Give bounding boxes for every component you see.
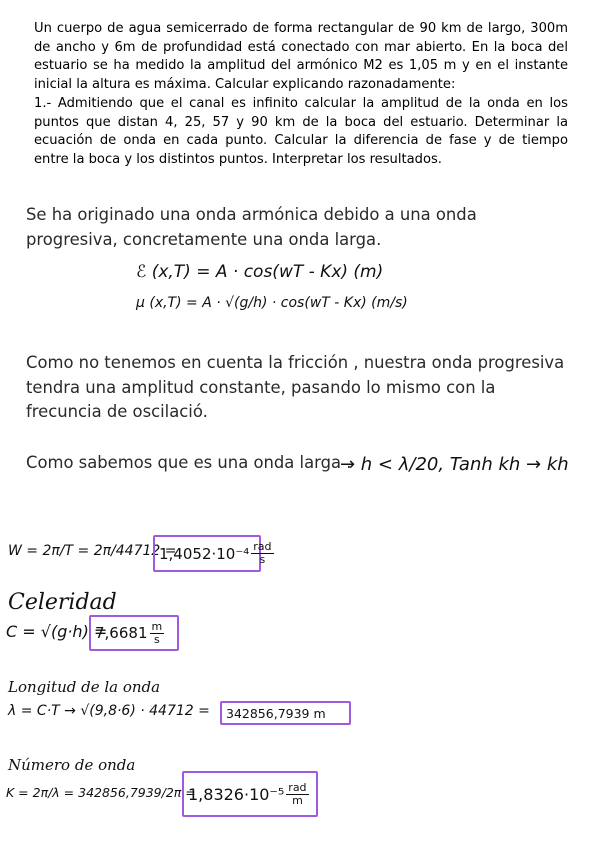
celerity-unit-num: m [151,619,163,633]
omega-result: 1,4052·10⁻⁴ [159,544,250,563]
problem-intro: Un cuerpo de agua semicerrado de forma rectangular de 90 km de largo, 300m de ancho y 6m de profundidad está conectado con mar abierto. En la boca del estuario se ha medido la amplitud del armónico M2 es 1,05 m y en el instante inicial la altura es máxima. Calcular explicando razonadamente: [34,21,568,92]
wavenumber-unit [286,782,308,807]
explanation-paragraph-1: Se ha originado una onda armónica debido a una onda progresiva, concretamente una onda larga. [26,205,477,249]
omega-unit-num: rad [253,540,272,553]
equation-velocity: μ (x,T) = A · √(g/h) · cos(wT - Kx) (m/s) [136,295,408,311]
problem-question: 1.- Admitiendo que el canal es infinito calcular la amplitud de la onda en los puntos que distan 4, 25, 57 y 90 km de la boca del estuario. Determinar la ecuación de onda en cada punto. Calcular la diferencia de fase y de tiempo entre la boca y los distintos puntos. Interpretar los resultados. [34,96,568,167]
celerity-unit-den: s [153,632,160,646]
celerity-result-box [89,615,179,651]
long-wave-condition: → h < λ/20, Tanh kh → kh [340,454,569,475]
explanation-paragraph-2: Como no tenemos en cuenta la fricción , nuestra onda progresiva tendra una amplitud constante, pasando lo mismo con la frecuncia de oscilació. [26,353,565,421]
equation-elevation: ℰ (x,T) = A · cos(wT - Kx) (m) [136,262,384,282]
celerity-formula: C = √(g·h) = [6,622,108,641]
celerity-unit [150,621,165,646]
wavenumber-result-box [182,771,318,817]
wavenumber-formula: K = 2π/λ = 342856,7939/2π = [6,785,196,800]
explanation-paragraph-3: Como sabemos que es una onda larga . [26,453,352,472]
omega-unit-den: s [259,553,266,566]
wavelength-result: 342856,7939 m [226,705,326,721]
wavenumber-heading: Número de onda [8,756,136,774]
celerity-result: 7,6681 [95,624,148,642]
wavelength-result-box [220,701,351,725]
omega-result-box [153,535,272,572]
wavenumber-unit-num: rad [288,780,307,794]
wavelength-heading: Longitud de la onda [8,678,161,696]
celerity-heading: Celeridad [8,590,117,615]
problem-statement [34,20,568,169]
wavenumber-unit-den: m [292,793,303,807]
wavelength-formula: λ = C·T → √(9,8·6) · 44712 = [8,703,210,719]
wavenumber-result: 1,8326·10⁻⁵ [188,784,285,804]
omega-formula: W = 2π/T = 2π/44712 = [8,543,177,559]
omega-unit [251,541,273,566]
